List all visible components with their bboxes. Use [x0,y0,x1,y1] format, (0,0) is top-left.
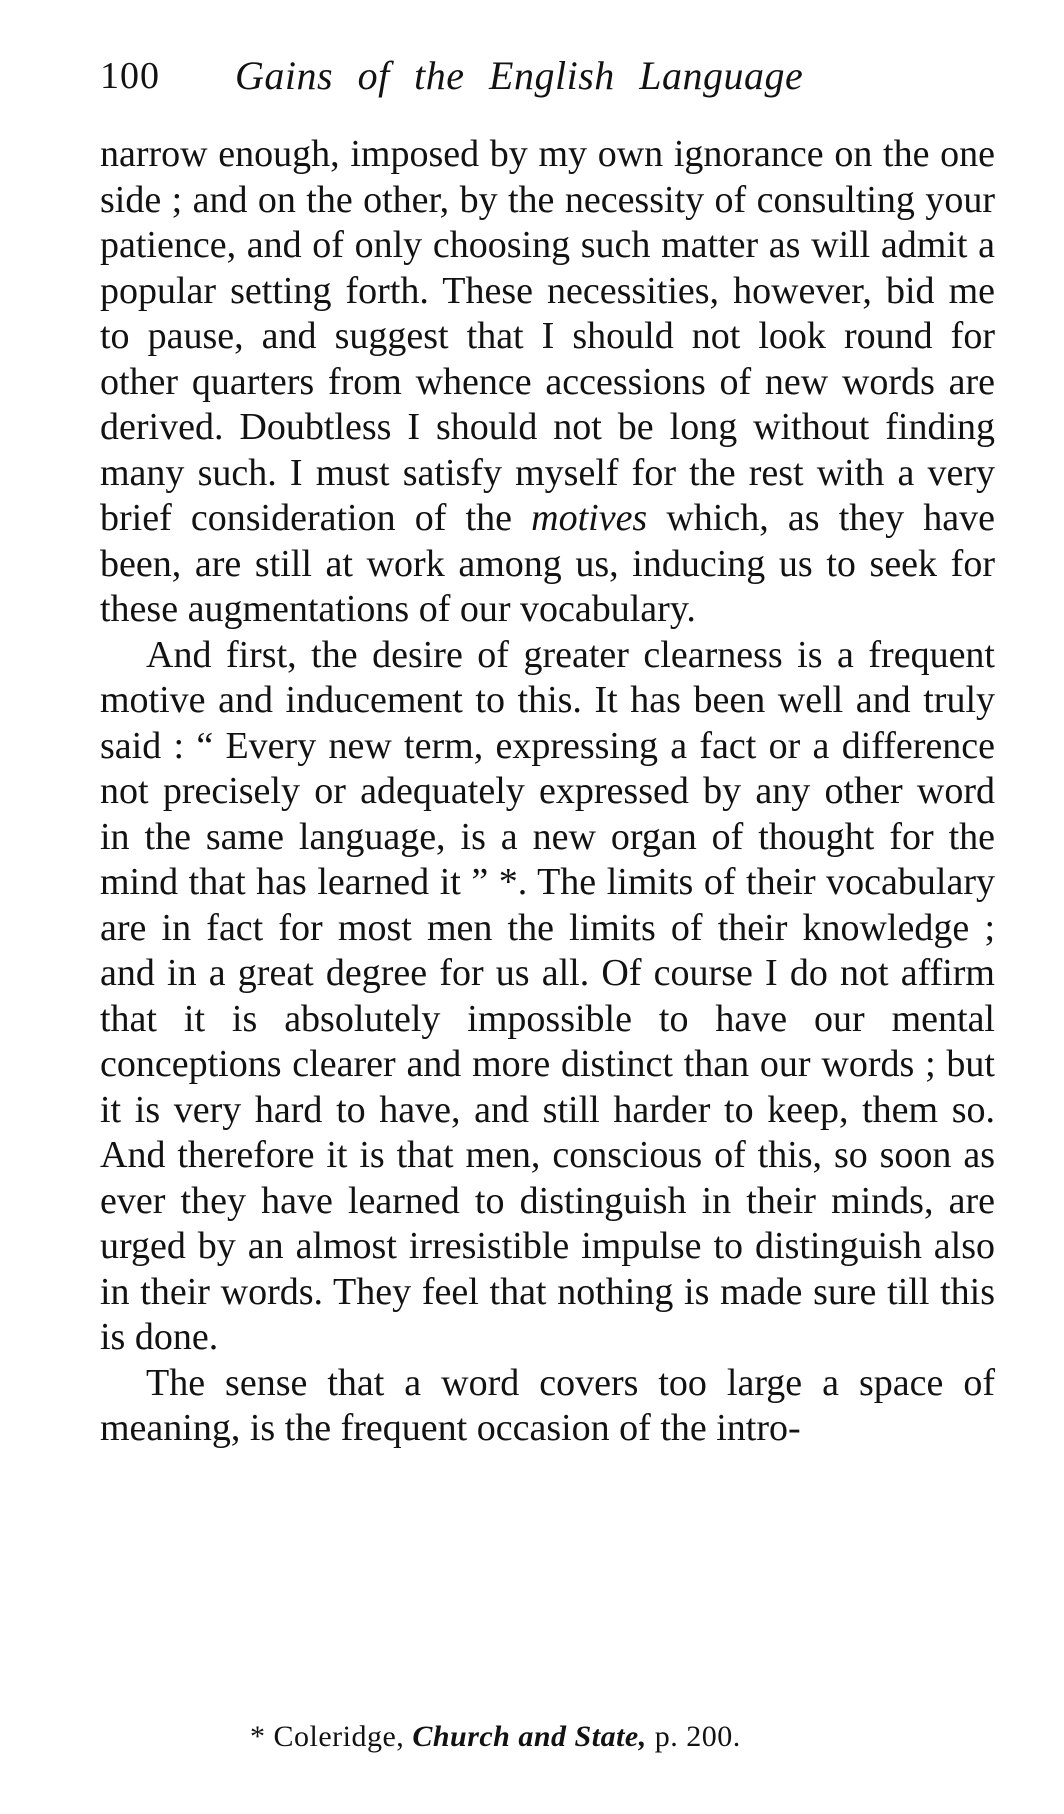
paragraph-1 [100,132,995,633]
body-text [100,132,995,1452]
footnote-marker: * [250,1720,266,1753]
paragraph-3: The sense that a word covers too large a space of meaning, is the frequent occasion of the intro- [100,1361,995,1449]
footnote-page: p. 200. [654,1720,741,1753]
paragraph-1-text-after: which, as they have been, are still at work among us, inducing us to seek for these augmentations of our vocabulary. [100,497,995,630]
running-head [100,52,960,112]
paragraph-1-text-before: narrow enough, imposed by my own ignorance on the one side ; and on the other, by the necessity of consulting your patience, and of only choosing such matter as will admit a popular setting forth. These necessities, however, bid me to pause, and suggest that I should not look round for other quarters from whence accessions of new words are derived. Doubtless I should not be long without finding many such. I must satisfy myself for the rest with a very brief consideration of the [100,133,995,539]
page-number: 100 [100,55,160,97]
running-title: Gains of the English Language [235,53,804,98]
paragraph-1-emphasis: motives [531,497,648,539]
footnote-work: Church and State, [412,1720,647,1753]
footnote [250,1720,741,1754]
footnote-author: Coleridge, [273,1720,405,1753]
paragraph-2: And first, the desire of greater clearness is a frequent motive and inducement to this. It has been well and truly said : “ Every new term, expressing a fact or a difference not precisely or adequately expressed by any other word in the same language, is a new organ of thought for the mind that has learned it ” *. The limits of their vocabulary are in fact for most men the limits of their knowledge ; and in a great degree for us all. Of course I do not affirm that it is absolutely impossible to have our mental conceptions clearer and more distinct than our words ; but it is very hard to have, and still harder to keep, them so. And therefore it is that men, conscious of this, so soon as ever they have learned to distinguish in their minds, are urged by an almost irresistible impulse to distinguish also in their words. They feel that nothing is made sure till this is done. [100,633,995,1358]
